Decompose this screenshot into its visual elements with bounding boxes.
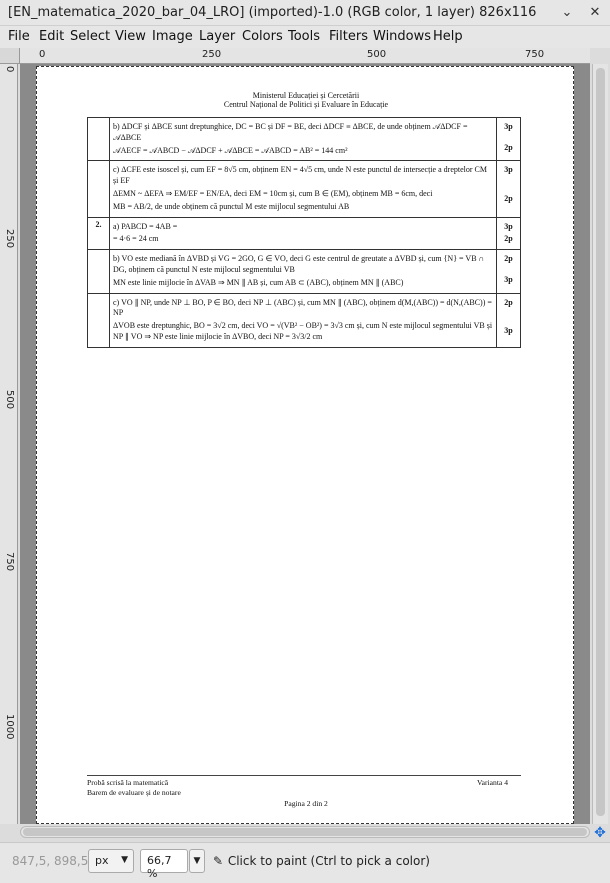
ruler-mark: 500	[367, 49, 387, 60]
unit-select[interactable]	[88, 849, 134, 873]
points-cell	[497, 250, 521, 293]
image-canvas[interactable]	[20, 64, 590, 824]
solution-line: MN este linie mijlocie în ΔVAB ⇒ MN ∥ AB și, cum AB ⊂ (ABC), obținem MN ∥ (ABC)	[113, 277, 404, 287]
item-number	[88, 161, 110, 217]
points-cell	[497, 293, 521, 347]
menu-bar	[0, 26, 610, 48]
table-row	[88, 217, 521, 250]
points-cell	[497, 161, 521, 217]
menu-image[interactable]: Image	[152, 29, 193, 44]
table-row	[88, 161, 521, 217]
brush-icon: ✎	[212, 854, 224, 868]
points-value: 3p	[504, 274, 513, 284]
footer-subject: Probă scrisă la matematică	[87, 778, 169, 787]
minimize-button[interactable]: ⌄	[561, 5, 573, 20]
table-row	[88, 293, 521, 347]
menu-tools[interactable]: Tools	[288, 29, 321, 44]
solution-line: b) VO este mediană în ΔVBD și VG = 2GO, G ∈ VO, deci G este centrul de greutate a ΔVBD și, cum {N} = VB ∩ DG, obținem că punctul N este mijlocul segmentului VB	[113, 254, 485, 274]
ruler-mark: 250	[202, 49, 222, 60]
navigate-icon[interactable]: ✥	[594, 825, 606, 841]
footer-page-number: Pagina 2 din 2	[284, 799, 328, 808]
item-text	[110, 161, 497, 217]
solution-line: = 4·6 = 24 cm	[113, 234, 159, 244]
item-text	[110, 250, 497, 293]
points-value: 2p	[504, 142, 513, 152]
item-text	[110, 217, 497, 250]
table-row	[88, 118, 521, 161]
doc-header-ministry: Ministerul Educației și Cercetării	[252, 91, 360, 100]
footer-barem: Barem de evaluare și de notare	[87, 788, 181, 797]
menu-file[interactable]: File	[8, 29, 30, 44]
item-text	[110, 118, 497, 161]
ruler-mark: 750	[4, 552, 15, 572]
ruler-mark: 500	[4, 390, 15, 410]
ruler-mark: 750	[525, 49, 545, 60]
points-value: 3p	[504, 165, 513, 175]
solution-line: a) PABCD = 4AB =	[113, 221, 178, 231]
vertical-scroll-thumb[interactable]	[596, 68, 605, 816]
points-value: 3p	[504, 326, 513, 336]
solution-line: b) ΔDCF și ΔBCE sunt dreptunghice, DC = BC și DF = BE, deci ΔDCF ≡ ΔBCE, de unde obținem 𝒜ΔDCF = 𝒜ΔBCE	[113, 122, 468, 142]
item-number	[88, 118, 110, 161]
pointer-coordinates: 847,5, 898,5	[12, 854, 89, 868]
zoom-dropdown-button[interactable]: ▼	[189, 849, 205, 873]
points-value: 2p	[504, 194, 513, 204]
ruler-mark: 0	[4, 66, 15, 73]
unit-value: px	[95, 854, 109, 867]
ruler-mark: 1000	[4, 714, 15, 740]
solution-line: c) ΔCFE este isoscel și, cum EF = 8√5 cm, obținem EN = 4√5 cm, unde N este punctul de intersecție a dreptelor CM și EF	[113, 165, 487, 186]
menu-select[interactable]: Select	[70, 29, 111, 44]
solution-line: ΔEMN ~ ΔEFA ⇒ EM/EF = EN/EA, deci EM = 10cm și, cum B ∈ (EM), obținem MB = 6cm, deci	[113, 188, 433, 198]
menu-filters[interactable]: Filters	[329, 29, 368, 44]
points-cell	[497, 217, 521, 250]
ruler-mark: 250	[4, 229, 15, 249]
title-bar	[0, 0, 610, 26]
zoom-input[interactable]	[140, 849, 188, 880]
status-bar	[0, 842, 610, 883]
status-text: Click to paint (Ctrl to pick a color)	[227, 854, 430, 868]
item-text	[110, 293, 497, 347]
menu-windows[interactable]: Windows	[373, 29, 432, 44]
document-page[interactable]	[36, 66, 574, 824]
menu-colors[interactable]: Colors	[242, 29, 283, 44]
window-title: [EN_matematica_2020_bar_04_LRO] (imported)-1.0 (RGB color, 1 layer) 826x116	[8, 5, 537, 20]
points-value: 2p	[504, 254, 513, 264]
vertical-scrollbar[interactable]	[592, 64, 608, 824]
status-message	[212, 854, 430, 868]
ruler-corner[interactable]	[0, 48, 20, 64]
close-button[interactable]: ✕	[589, 5, 601, 20]
points-value: 2p	[504, 234, 513, 244]
zoom-value: 66,7 %	[147, 854, 172, 880]
item-number	[88, 250, 110, 293]
chevron-down-icon: ▼	[121, 855, 128, 865]
footer-variant: Varianta 4	[477, 778, 508, 787]
grading-table	[87, 117, 521, 348]
menu-layer[interactable]: Layer	[199, 29, 236, 44]
menu-edit[interactable]: Edit	[39, 29, 65, 44]
doc-header-center: Centrul Național de Politici și Evaluare în Educație	[223, 100, 389, 109]
item-number: 2.	[88, 217, 110, 250]
solution-line: c) VO ∥ NP, unde NP ⊥ BO, P ∈ BO, deci NP ⊥ (ABC) și, cum MN ∥ (ABC), obținem d(M,(ABC)) = d(N,(ABC)) = NP	[113, 297, 492, 318]
points-cell	[497, 118, 521, 161]
menu-view[interactable]: View	[115, 29, 146, 44]
points-value: 2p	[504, 297, 513, 307]
horizontal-scroll-thumb[interactable]	[23, 828, 587, 836]
solution-line: ΔVOB este dreptunghic, BO = 3√2 cm, deci VO = √(VB² − OB²) = 3√3 cm și, cum N este mijlocul segmentului VB și NP ∥ VO ⇒ NP este linie mijlocie în ΔVBO, deci NP = 3√3/2 cm	[113, 321, 493, 341]
points-value: 3p	[504, 122, 513, 131]
footer-divider	[87, 775, 521, 776]
vertical-ruler[interactable]	[0, 64, 18, 824]
item-number	[88, 293, 110, 347]
solution-line: 𝒜AECF = 𝒜ABCD − 𝒜ΔDCF + 𝒜ΔBCE = 𝒜ABCD = AB² = 144 cm²	[113, 145, 348, 155]
ruler-mark: 0	[39, 49, 46, 60]
horizontal-scrollbar[interactable]	[20, 826, 590, 838]
table-row	[88, 250, 521, 293]
horizontal-ruler[interactable]	[20, 48, 590, 64]
menu-help[interactable]: Help	[433, 29, 463, 44]
points-value: 3p	[504, 221, 513, 231]
solution-line: MB = AB/2, de unde obținem că punctul M este mijlocul segmentului AB	[113, 201, 350, 211]
